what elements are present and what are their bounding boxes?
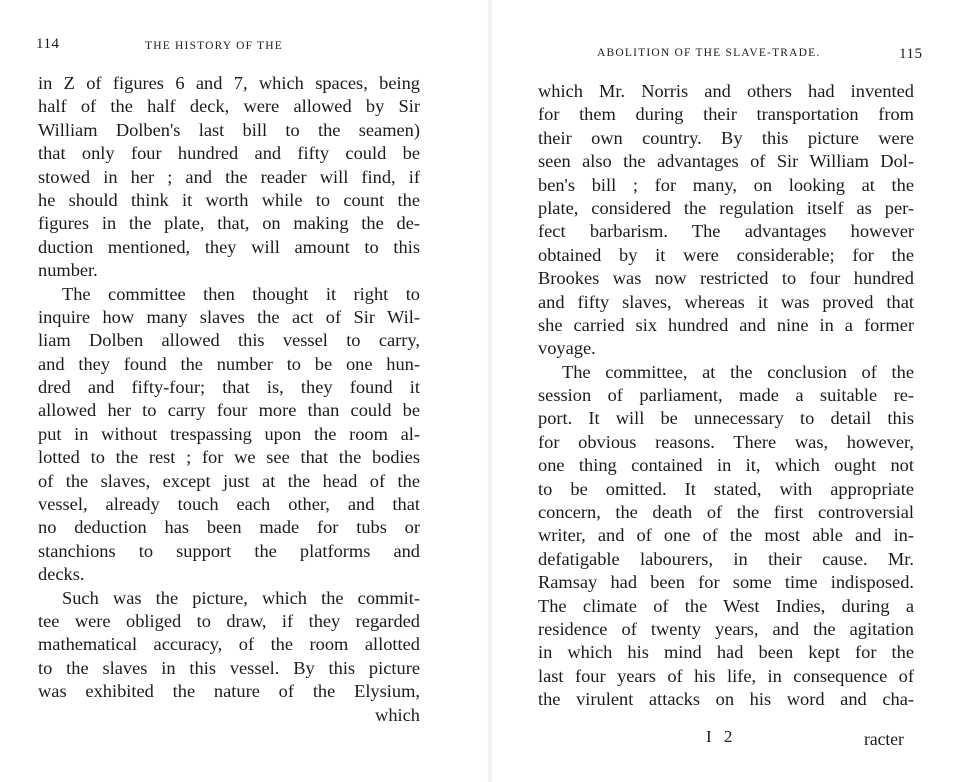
text-line: stanchions to support the platforms and xyxy=(38,540,420,561)
text-line: The climate of the West Indies, during a xyxy=(538,595,914,616)
text-line: allowed her to carry four more than could be xyxy=(38,400,420,421)
text-line: of the slaves, except just at the head of the xyxy=(38,470,420,491)
left-running-head: THE HISTORY OF THE xyxy=(145,40,283,52)
text-line: which Mr. Norris and others had invented xyxy=(538,81,914,101)
text-line: in which his mind had been kept for the xyxy=(538,642,914,663)
text-line: port. It will be unnecessary to detail this xyxy=(538,408,914,429)
text-line: for them during their transportation from xyxy=(538,104,914,125)
text-line: fect barbarism. The advantages however xyxy=(538,221,914,242)
text-line: and fifty slaves, whereas it was proved that xyxy=(538,291,914,312)
text-line: session of parliament, made a suitable re- xyxy=(538,385,914,406)
left-page-number: 114 xyxy=(36,36,60,52)
text-line: tee were obliged to draw, if they regarded xyxy=(38,610,420,631)
text-line: ben's bill ; for many, on looking at the xyxy=(538,174,914,195)
text-line: she carried six hundred and nine in a former xyxy=(538,314,914,335)
text-line: one thing contained in it, which ought not xyxy=(538,455,914,476)
text-line: The committee then thought it right to xyxy=(62,283,420,304)
text-line: put in without trespassing upon the room al- xyxy=(38,423,420,444)
text-line: concern, the death of the first controversial xyxy=(538,502,914,523)
signature-mark: I 2 xyxy=(706,727,737,746)
text-line: number. xyxy=(38,260,98,281)
text-line: lotted to the rest ; for we see that the bodies xyxy=(38,447,420,468)
text-line: Such was the picture, which the commit- xyxy=(62,587,420,608)
text-line: plate, considered the regulation itself as per- xyxy=(538,197,914,218)
text-line: for obvious reasons. There was, however, xyxy=(538,431,914,452)
text-line: to the slaves in this vessel. By this picture xyxy=(38,657,420,678)
catchword-line: which xyxy=(375,704,420,725)
text-line: half of the half deck, were allowed by Sir xyxy=(38,96,420,117)
right-page xyxy=(490,0,980,782)
text-line: seen also the advantages of Sir William Dol- xyxy=(538,151,914,172)
text-line: residence of twenty years, and the agitation xyxy=(538,618,914,639)
text-line: writer, and of one of the most able and in- xyxy=(538,525,914,546)
text-line: he should think it worth while to count the xyxy=(38,189,420,210)
left-body-text xyxy=(38,72,420,727)
catchword: racter xyxy=(864,729,904,749)
right-running-head: ABOLITION OF THE SLAVE-TRADE. xyxy=(597,47,821,59)
text-line: that only four hundred and fifty could be xyxy=(38,143,420,164)
text-line: vessel, already touch each other, and that xyxy=(38,494,420,515)
text-line: last four years of his life, in consequence of xyxy=(538,665,914,686)
right-page-number: 115 xyxy=(899,46,923,62)
text-line: was exhibited the nature of the Elysium, xyxy=(38,681,420,702)
text-line: inquire how many slaves the act of Sir Wil- xyxy=(38,306,420,327)
text-line: in Z of figures 6 and 7, which spaces, being xyxy=(38,73,420,93)
text-line: no deduction has been made for tubs or xyxy=(38,517,420,538)
text-line: their own country. By this picture were xyxy=(538,127,914,148)
text-line: decks. xyxy=(38,564,85,585)
text-line: mathematical accuracy, of the room allotted xyxy=(38,634,420,655)
text-line: voyage. xyxy=(538,338,596,359)
text-line: liam Dolben allowed this vessel to carry, xyxy=(38,330,420,351)
right-body-text xyxy=(538,80,914,712)
text-line: to be omitted. It stated, with appropriate xyxy=(538,478,914,499)
text-line: the virulent attacks on his word and cha- xyxy=(538,689,914,710)
text-line: obtained by it were considerable; for the xyxy=(538,244,914,265)
text-line: stowed in her ; and the reader will find, if xyxy=(38,166,420,187)
text-line: dred and fifty-four; that is, they found it xyxy=(38,377,420,398)
text-line: duction mentioned, they will amount to this xyxy=(38,236,420,257)
text-line: The committee, at the conclusion of the xyxy=(562,361,914,382)
text-line: Ramsay had been for some time indisposed. xyxy=(538,572,914,593)
text-line: defatigable labourers, in their cause. Mr. xyxy=(538,548,914,569)
text-line: figures in the plate, that, on making the de- xyxy=(38,213,420,234)
text-line: William Dolben's last bill to the seamen) xyxy=(38,119,420,140)
text-line: Brookes was now restricted to four hundred xyxy=(538,268,914,289)
text-line: and they found the number to be one hun- xyxy=(38,353,420,374)
